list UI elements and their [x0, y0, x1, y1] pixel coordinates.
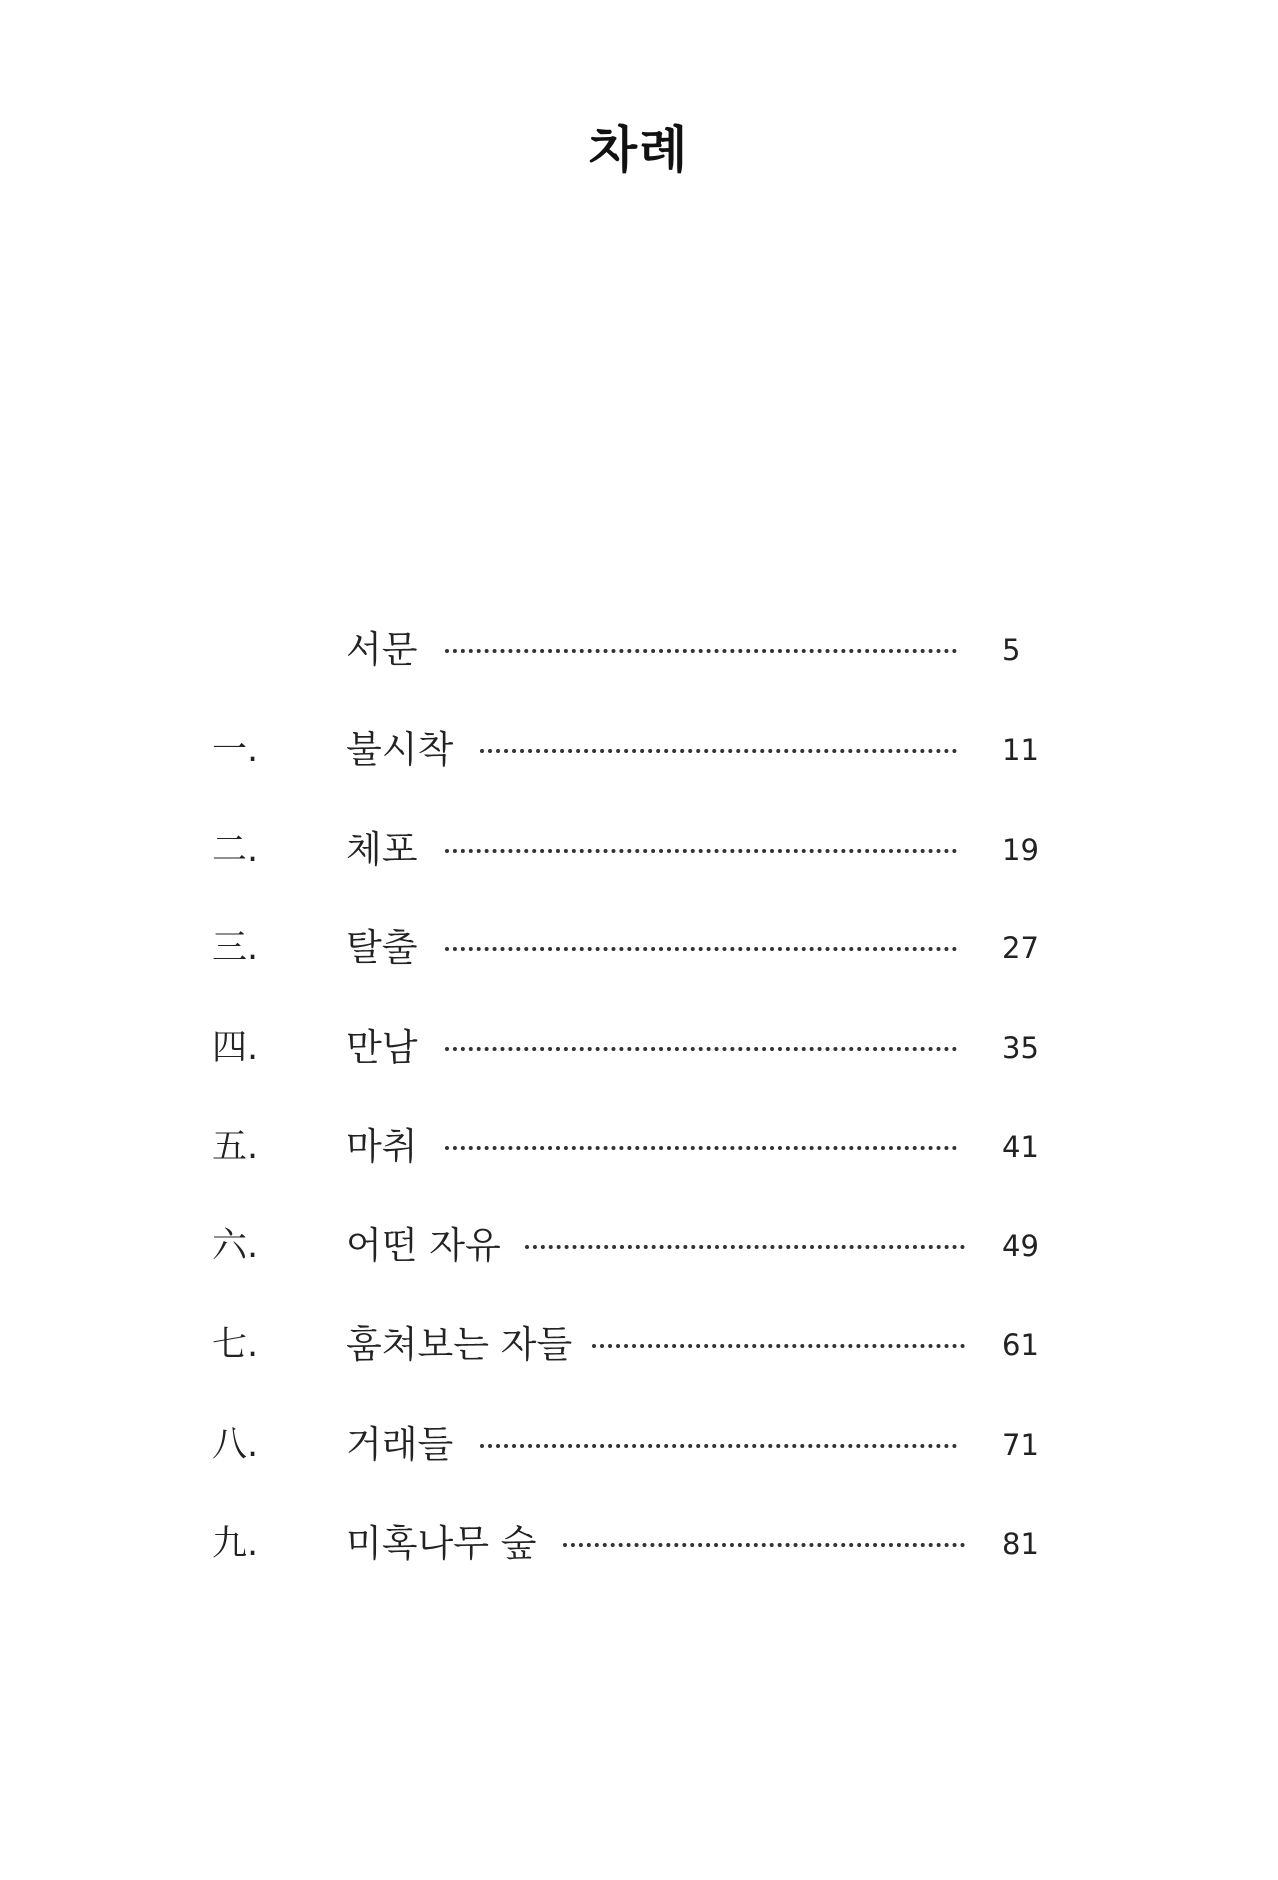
dot-leader — [445, 649, 957, 653]
dot-leader — [480, 1444, 957, 1448]
toc-entry-4 — [0, 1018, 1278, 1078]
chapter-number: 二. — [212, 830, 259, 870]
toc-entry-9 — [0, 1514, 1278, 1574]
page-number: 19 — [1002, 833, 1039, 867]
chapter-number: 八. — [212, 1425, 259, 1465]
dot-leader — [592, 1344, 965, 1348]
toc-entry-3 — [0, 918, 1278, 978]
dot-leader — [445, 849, 957, 853]
toc-entry-1 — [0, 720, 1278, 780]
page-number: 71 — [1002, 1428, 1039, 1462]
chapter-title: 어떤 자유 — [346, 1224, 501, 1267]
dot-leader — [480, 749, 957, 753]
toc-entry-2 — [0, 820, 1278, 880]
toc-entry-8 — [0, 1415, 1278, 1475]
dot-leader — [563, 1543, 965, 1547]
dot-leader — [445, 947, 957, 951]
page-number: 27 — [1002, 931, 1039, 965]
page-number: 35 — [1002, 1031, 1039, 1065]
chapter-number: 四. — [212, 1028, 259, 1068]
chapter-number: 三. — [212, 928, 259, 968]
toc-entry-preface — [0, 620, 1278, 680]
chapter-number: 七. — [212, 1325, 259, 1365]
chapter-title: 마취 — [346, 1125, 418, 1168]
page-number: 61 — [1002, 1328, 1039, 1362]
page-number: 49 — [1002, 1229, 1039, 1263]
toc-entry-7 — [0, 1315, 1278, 1375]
chapter-title: 서문 — [346, 628, 418, 671]
chapter-title: 미혹나무 숲 — [346, 1522, 537, 1565]
dot-leader — [525, 1245, 965, 1249]
page-number: 11 — [1002, 733, 1039, 767]
chapter-title: 훔쳐보는 자들 — [346, 1323, 573, 1366]
toc-entry-6 — [0, 1216, 1278, 1276]
chapter-number: 六. — [212, 1226, 259, 1266]
chapter-title: 거래들 — [346, 1423, 454, 1466]
chapter-title: 만남 — [346, 1026, 418, 1069]
chapter-number: 一. — [212, 730, 259, 770]
chapter-number: 九. — [212, 1524, 259, 1564]
toc-entry-5 — [0, 1117, 1278, 1177]
page-number: 81 — [1002, 1527, 1039, 1561]
chapter-title: 불시착 — [346, 728, 454, 771]
chapter-title: 탈출 — [346, 926, 418, 969]
page-number: 5 — [1002, 633, 1021, 667]
page-number: 41 — [1002, 1130, 1039, 1164]
chapter-title: 체포 — [346, 828, 418, 871]
page-title: 차례 — [588, 121, 690, 179]
dot-leader — [445, 1146, 957, 1150]
dot-leader — [445, 1047, 957, 1051]
chapter-number: 五. — [212, 1127, 259, 1167]
